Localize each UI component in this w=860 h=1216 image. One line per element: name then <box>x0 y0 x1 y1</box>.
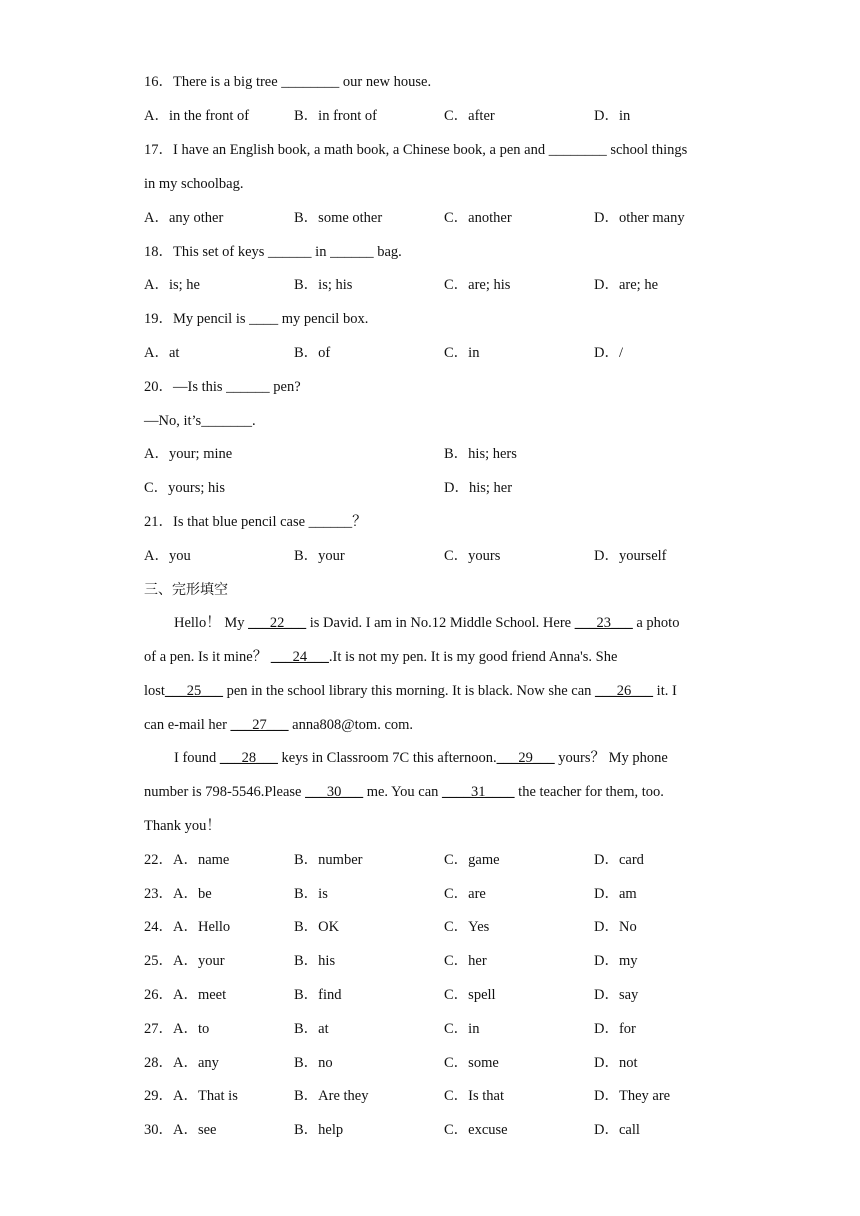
question-18-option-d: D．are; he <box>594 277 659 293</box>
cloze-blank-28: ___28___ <box>219 750 278 766</box>
question-19-stem: 19．My pencil is ____ my pencil box. <box>144 311 369 327</box>
question-20-stem-line1: 20．—Is this ______ pen? <box>144 379 301 395</box>
cloze-25-option-a: 25．A．your <box>144 953 225 969</box>
question-20-option-a: A．your; mine <box>144 446 233 462</box>
cloze-29-option-a: 29．A．That is <box>144 1088 238 1104</box>
passage-text: keys in Classroom 7C this afternoon. <box>277 750 497 766</box>
cloze-30-option-d: D．call <box>594 1122 640 1138</box>
question-16-option-d: D．in <box>594 108 631 124</box>
question-16-stem: 16．There is a big tree ________ our new house. <box>144 74 432 90</box>
question-17-option-d: D．other many <box>594 210 685 226</box>
passage-text: anna808@tom. com. <box>288 717 414 733</box>
passage-line: Thank you！ <box>144 818 221 834</box>
passage-text: number is 798-5546.Please <box>144 784 306 800</box>
question-19-option-b: B．of <box>294 345 331 361</box>
cloze-26-option-c: C．spell <box>444 987 496 1003</box>
cloze-30-option-c: C．excuse <box>444 1122 508 1138</box>
question-20-option-c: C．yours; his <box>144 480 225 496</box>
question-21-stem: 21．Is that blue pencil case ______？ <box>144 514 367 530</box>
cloze-30-option-b: B．help <box>294 1122 344 1138</box>
passage-text: is David. I am in No.12 Middle School. Here <box>306 615 575 631</box>
passage-line <box>174 748 668 768</box>
cloze-23-option-b: B．is <box>294 886 328 902</box>
question-16-option-b: B．in front of <box>294 108 377 124</box>
cloze-blank-31: ____31____ <box>442 784 515 800</box>
question-19-option-d: D．/ <box>594 345 623 361</box>
question-17-stem-line2: in my schoolbag. <box>144 176 244 192</box>
passage-line <box>144 681 677 701</box>
cloze-blank-27: ___27___ <box>230 717 289 733</box>
section-heading-cloze: 三、完形填空 <box>144 582 228 598</box>
cloze-27-option-b: B．at <box>294 1021 329 1037</box>
question-18-option-c: C．are; his <box>444 277 511 293</box>
cloze-blank-25: ___25___ <box>164 683 223 699</box>
cloze-26-option-b: B．find <box>294 987 342 1003</box>
cloze-24-option-d: D．No <box>594 919 637 935</box>
question-17-option-c: C．another <box>444 210 512 226</box>
passage-line <box>174 613 679 633</box>
question-21-option-a: A．you <box>144 548 191 564</box>
question-21-option-b: B．your <box>294 548 345 564</box>
question-20-option-b: B．his; hers <box>444 446 517 462</box>
cloze-blank-24: ___24___ <box>270 649 329 665</box>
cloze-25-option-c: C．her <box>444 953 487 969</box>
passage-text: me. You can <box>363 784 443 800</box>
question-18-option-b: B．is; his <box>294 277 353 293</box>
cloze-25-option-b: B．his <box>294 953 336 969</box>
passage-text: a photo <box>632 615 680 631</box>
question-18-stem: 18．This set of keys ______ in ______ bag. <box>144 244 402 260</box>
cloze-blank-22: ___22___ <box>248 615 307 631</box>
cloze-23-option-d: D．am <box>594 886 637 902</box>
cloze-23-option-c: C．are <box>444 886 486 902</box>
question-17-option-a: A．any other <box>144 210 224 226</box>
passage-text: the teacher for them, too. <box>514 784 664 800</box>
question-17-stem-line1: 17．I have an English book, a math book, a Chinese book, a pen and ________ school things <box>144 142 688 158</box>
question-21-option-d: D．yourself <box>594 548 667 564</box>
cloze-25-option-d: D．my <box>594 953 638 969</box>
cloze-29-option-d: D．They are <box>594 1088 671 1104</box>
cloze-22-option-b: B．number <box>294 852 363 868</box>
cloze-blank-30: ___30___ <box>305 784 364 800</box>
cloze-22-option-c: C．game <box>444 852 500 868</box>
cloze-22-option-a: 22．A．name <box>144 852 230 868</box>
passage-text: of a pen. Is it mine？ <box>144 649 271 665</box>
cloze-30-option-a: 30．A．see <box>144 1122 217 1138</box>
cloze-28-option-b: B．no <box>294 1055 333 1071</box>
question-16-option-c: C．after <box>444 108 495 124</box>
question-20-option-d: D．his; her <box>444 480 513 496</box>
passage-text: I found <box>174 750 220 766</box>
passage-text: lost <box>144 683 165 699</box>
question-21-option-c: C．yours <box>444 548 501 564</box>
cloze-blank-29: ___29___ <box>496 750 555 766</box>
passage-text: .It is not my pen. It is my good friend Anna's. She <box>328 649 618 665</box>
cloze-28-option-a: 28．A．any <box>144 1055 219 1071</box>
question-17-option-b: B．some other <box>294 210 383 226</box>
cloze-26-option-d: D．say <box>594 987 639 1003</box>
question-20-stem-line2: —No, it’s_______. <box>144 413 256 429</box>
cloze-27-option-c: C．in <box>444 1021 480 1037</box>
passage-text: can e-mail her <box>144 717 231 733</box>
passage-line <box>144 647 617 667</box>
cloze-24-option-c: C．Yes <box>444 919 490 935</box>
passage-text: yours？ My phone <box>554 750 668 766</box>
passage-text: it. I <box>653 683 677 699</box>
cloze-blank-26: ___26___ <box>595 683 654 699</box>
cloze-29-option-c: C．Is that <box>444 1088 505 1104</box>
cloze-26-option-a: 26．A．meet <box>144 987 227 1003</box>
cloze-27-option-a: 27．A．to <box>144 1021 210 1037</box>
cloze-24-option-b: B．OK <box>294 919 340 935</box>
cloze-28-option-d: D．not <box>594 1055 638 1071</box>
question-16-option-a: A．in the front of <box>144 108 250 124</box>
cloze-blank-23: ___23___ <box>574 615 633 631</box>
passage-text: pen in the school library this morning. It is black. Now she can <box>222 683 596 699</box>
cloze-28-option-c: C．some <box>444 1055 499 1071</box>
cloze-22-option-d: D．card <box>594 852 644 868</box>
question-19-option-a: A．at <box>144 345 180 361</box>
passage-line <box>144 782 664 802</box>
cloze-23-option-a: 23．A．be <box>144 886 212 902</box>
cloze-29-option-b: B．Are they <box>294 1088 369 1104</box>
passage-text: Hello！ My <box>174 615 249 631</box>
question-18-option-a: A．is; he <box>144 277 200 293</box>
cloze-27-option-d: D．for <box>594 1021 636 1037</box>
question-19-option-c: C．in <box>444 345 480 361</box>
cloze-24-option-a: 24．A．Hello <box>144 919 231 935</box>
passage-line <box>144 715 413 735</box>
